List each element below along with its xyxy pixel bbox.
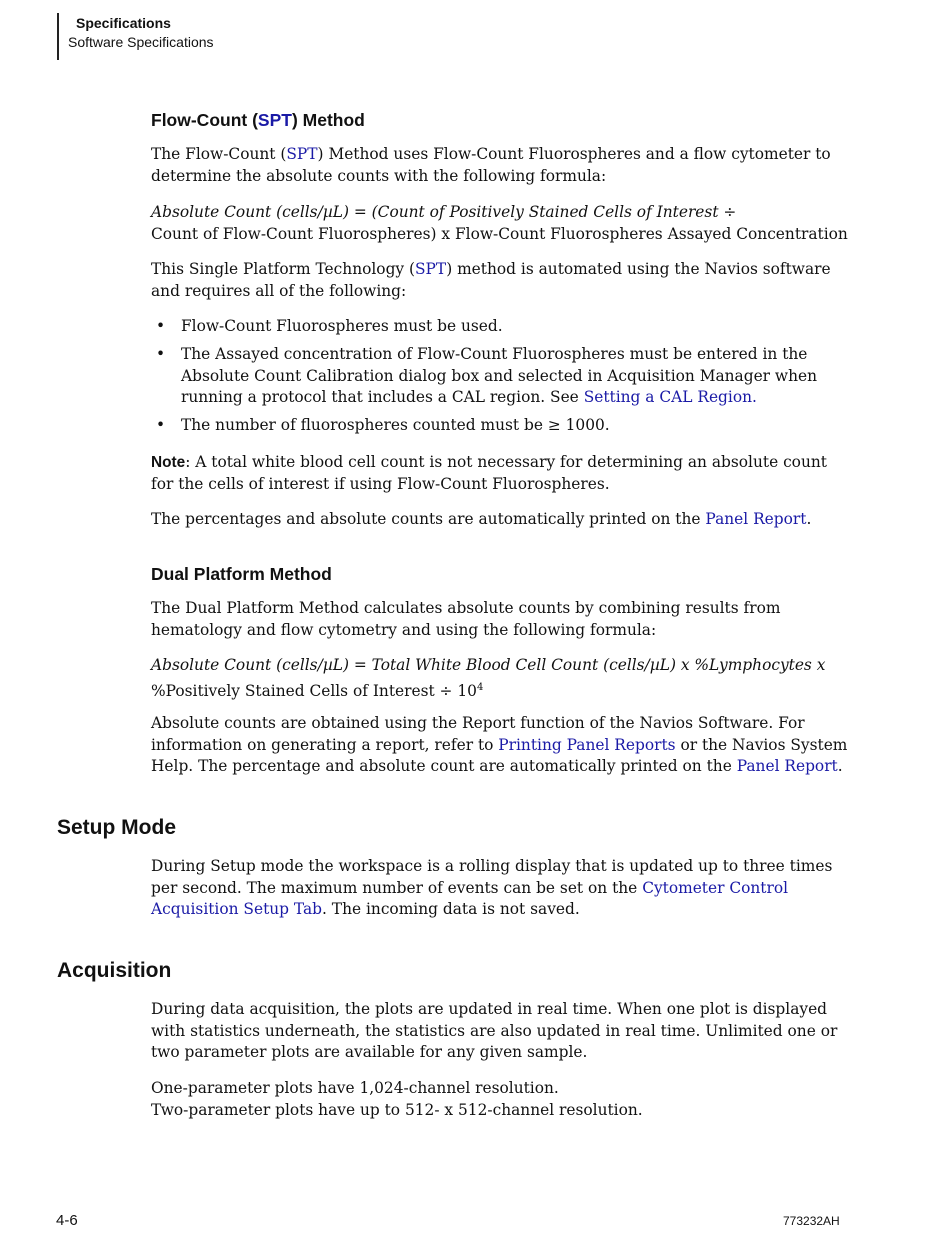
formula-line-2: Count of Flow-Count Fluorospheres) x Flow-Count Fluorospheres Assayed Concentration [151, 224, 848, 243]
absolute-counts-paragraph [151, 713, 851, 778]
list-item [151, 415, 851, 437]
percentages-paragraph [151, 509, 851, 531]
spt-paragraph [151, 259, 851, 302]
page-number: 4-6 [56, 1212, 78, 1229]
flow-count-intro [151, 144, 851, 187]
dual-platform-intro [151, 598, 851, 641]
header-rule [57, 13, 59, 60]
spt-link[interactable]: SPT [286, 145, 318, 163]
setup-mode-paragraph [151, 856, 851, 921]
flow-count-heading [151, 110, 365, 131]
note-text: : A total white blood cell count is not necessary for determining an absolute count for the cells of interest if using Flow-Count Fluorospheres. [151, 453, 827, 493]
list-item [151, 316, 851, 338]
formula-line-1: Absolute Count (cells/µL) = (Count of Positively Stained Cells of Interest ÷ [151, 203, 737, 221]
dual-formula-exponent: 4 [476, 681, 484, 693]
flow-count-formula [151, 202, 851, 245]
flow-count-heading-pre: Flow-Count ( [151, 110, 258, 130]
bullet-icon: • [156, 416, 166, 434]
abs-para-mid: or the Navios System Help. The percentage and absolute count are automatically printed on the [151, 735, 848, 775]
spt-link[interactable]: SPT [415, 260, 447, 278]
setup-para-post: . The incoming data is not saved. [322, 900, 580, 918]
percent-text-post: . [806, 510, 812, 528]
acquisition-para1-text: During data acquisition, the plots are updated in real time. When one plot is displayed with statistics underneath, the statistics are also updated in real time. Unlimited one or two parameter plots are available for any given sample. [151, 1000, 838, 1061]
header-chapter: Specifications [76, 15, 171, 31]
setup-para-pre: During Setup mode the workspace is a rolling display that is updated up to three times per second. The maximum number of events can be set on the [151, 857, 833, 897]
bullet-text: The Assayed concentration of Flow-Count Fluorospheres must be entered in the Absolute Count Calibration dialog box and selected in Acquisition Manager when running a protocol that includes a CAL region. See [181, 345, 818, 406]
panel-report-link[interactable]: Panel Report [736, 757, 838, 775]
acquisition-para2-line1: One-parameter plots have 1,024-channel resolution. [151, 1079, 559, 1097]
bullet-icon: • [156, 345, 166, 363]
intro-text-pre: The Flow-Count ( [151, 145, 287, 163]
acquisition-paragraph-2 [151, 1078, 851, 1121]
abs-para-pre: Absolute counts are obtained using the Report function of the Navios Software. For information on generating a report, refer to [151, 714, 805, 754]
note-paragraph [151, 452, 851, 495]
percent-text-pre: The percentages and absolute counts are automatically printed on the [151, 510, 706, 528]
document-number: 773232AH [783, 1214, 840, 1228]
acquisition-heading: Acquisition [57, 959, 172, 982]
setup-mode-heading: Setup Mode [57, 816, 176, 839]
spt-link[interactable]: SPT [257, 110, 292, 130]
spt-para-post: ) method is automated using the Navios software and requires all of the following: [151, 260, 831, 300]
bullet-icon: • [156, 317, 166, 335]
acquisition-para2-line2: Two-parameter plots have up to 512- x 512-channel resolution. [151, 1100, 643, 1119]
setting-cal-region-link[interactable]: Setting a CAL Region. [583, 388, 757, 406]
dual-formula-line-1: Absolute Count (cells/µL) = Total White Blood Cell Count (cells/µL) x %Lymphocytes x [151, 656, 826, 674]
dual-platform-heading: Dual Platform Method [151, 564, 332, 584]
bullet-text: Flow-Count Fluorospheres must be used. [181, 317, 503, 335]
flow-count-heading-post: ) Method [291, 110, 365, 130]
bullet-text: The number of fluorospheres counted must be ≥ 1000. [181, 416, 610, 434]
dual-platform-formula [151, 655, 851, 702]
dual-platform-intro-text: The Dual Platform Method calculates absolute counts by combining results from hematology and flow cytometry and using the following formula: [151, 599, 781, 639]
list-item [151, 344, 851, 409]
abs-para-post: . [837, 757, 843, 775]
requirements-list [151, 316, 851, 443]
cytometer-control-acquisition-setup-tab-link[interactable]: Cytometer Control Acquisition Setup Tab [151, 878, 789, 918]
spt-para-pre: This Single Platform Technology ( [151, 260, 416, 278]
header-section: Software Specifications [68, 34, 214, 50]
panel-report-link[interactable]: Panel Report [705, 510, 807, 528]
note-label: Note [151, 454, 186, 471]
dual-formula-line-2: %Positively Stained Cells of Interest ÷ 10 [151, 681, 477, 700]
printing-panel-reports-link[interactable]: Printing Panel Reports [498, 735, 676, 754]
acquisition-paragraph-1 [151, 999, 851, 1064]
intro-text-post: ) Method uses Flow-Count Fluorospheres and a flow cytometer to determine the absolute counts with the following formula: [151, 145, 831, 185]
